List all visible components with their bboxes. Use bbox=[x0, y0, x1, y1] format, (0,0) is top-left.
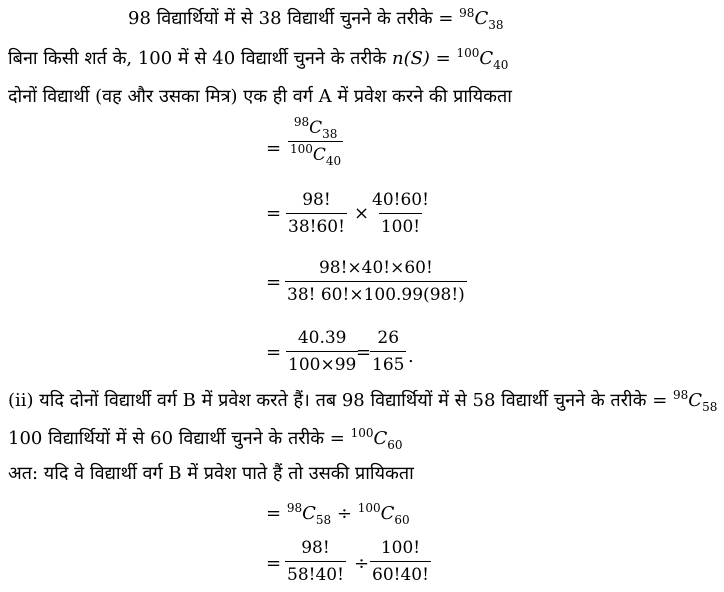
combination-superscript: 100 bbox=[357, 501, 381, 515]
combination-superscript: 98 bbox=[286, 501, 303, 515]
equals-sign: = bbox=[266, 503, 282, 524]
fraction-denominator: 58!40! bbox=[285, 561, 346, 585]
division-sign: ÷ bbox=[354, 553, 370, 574]
step-4-fraction-2 bbox=[370, 328, 406, 375]
fraction-denominator: 38!60! bbox=[286, 213, 347, 237]
step-1-equals: = bbox=[266, 138, 282, 159]
line-5 bbox=[8, 428, 403, 450]
combination-symbol: C bbox=[312, 145, 326, 165]
combination-superscript: 98 bbox=[293, 115, 310, 129]
equals-sign: = bbox=[356, 342, 372, 363]
fraction-denominator: 100×99 bbox=[286, 351, 358, 375]
fraction-denominator: 165 bbox=[370, 351, 406, 375]
combination-subscript: 38 bbox=[322, 127, 338, 141]
times-sign: × bbox=[354, 203, 370, 224]
combination-subscript: 40 bbox=[493, 58, 509, 72]
fraction-denominator: 100! bbox=[379, 213, 422, 237]
equals-sign: = bbox=[429, 48, 457, 69]
combination-superscript: 98 bbox=[673, 388, 689, 402]
combination-subscript: 60 bbox=[394, 513, 410, 527]
step-1-fraction bbox=[288, 115, 343, 168]
step-6-fraction-1 bbox=[285, 538, 346, 585]
combination-superscript: 100 bbox=[290, 142, 313, 156]
combination-symbol: C bbox=[309, 118, 323, 138]
step-2-fraction-2 bbox=[370, 190, 431, 237]
sample-space-symbol: n(S) bbox=[391, 48, 430, 69]
combination-subscript: 40 bbox=[325, 154, 342, 168]
combination-symbol: C bbox=[474, 8, 489, 29]
fraction-denominator: 60!40! bbox=[370, 561, 431, 585]
step-6-equals: = bbox=[266, 553, 282, 574]
division-sign: ÷ bbox=[336, 503, 352, 524]
fraction-numerator: 40.39 bbox=[297, 328, 347, 348]
fraction-denominator: 38! 60!×100.99(98!) bbox=[285, 281, 467, 305]
line-4 bbox=[8, 390, 717, 412]
combination-superscript: 100 bbox=[456, 46, 480, 60]
combination-subscript: 58 bbox=[315, 513, 332, 527]
line-1-text: 98 विद्यार्थियों में से 38 विद्यार्थी चुनने के तरीके = bbox=[128, 8, 460, 29]
fraction-numerator: 26 bbox=[377, 328, 400, 348]
combination-superscript: 100 bbox=[350, 426, 374, 440]
period: . bbox=[408, 346, 414, 367]
fraction-denominator bbox=[288, 141, 343, 168]
step-2-equals: = bbox=[266, 203, 282, 224]
step-3-equals: = bbox=[266, 272, 282, 293]
step-6-fraction-2 bbox=[370, 538, 431, 585]
combination-subscript: 60 bbox=[387, 438, 403, 452]
combination-symbol: C bbox=[688, 390, 703, 411]
fraction-numerator: 98! bbox=[302, 190, 331, 210]
line-2 bbox=[8, 48, 508, 70]
line-3-text: दोनों विद्यार्थी (वह और उसका मित्र) एक ही वर्ग A में प्रवेश करने की प्रायिकता bbox=[8, 86, 512, 107]
combination-symbol: C bbox=[380, 503, 395, 524]
fraction-numerator: 100! bbox=[380, 538, 421, 558]
line-6-text: अत: यदि वे विद्यार्थी वर्ग B में प्रवेश पाते हैं तो उसकी प्रायिकता bbox=[8, 463, 414, 484]
combination-symbol: C bbox=[479, 48, 494, 69]
step-2-fraction-1 bbox=[286, 190, 347, 237]
step-4-equals: = bbox=[266, 342, 282, 363]
step-5 bbox=[266, 503, 410, 525]
step-4-fraction-1 bbox=[286, 328, 358, 375]
combination-subscript: 58 bbox=[702, 400, 718, 414]
line-6 bbox=[8, 463, 414, 485]
fraction-numerator: 40!60! bbox=[372, 190, 429, 210]
fraction-numerator bbox=[292, 115, 340, 141]
combination-symbol: C bbox=[302, 503, 316, 524]
step-3-fraction bbox=[285, 258, 467, 305]
line-4-text: (ii) यदि दोनों विद्यार्थी वर्ग B में प्रवेश करते हैं। तब 98 विद्यार्थियों में से 58 विद्यार्थी चुनने के तरीके = bbox=[8, 390, 674, 411]
line-3 bbox=[8, 86, 512, 108]
combination-symbol: C bbox=[373, 428, 388, 449]
combination-subscript: 38 bbox=[488, 18, 504, 32]
line-5-text: 100 विद्यार्थियों में से 60 विद्यार्थी चुनने के तरीके = bbox=[8, 428, 351, 449]
fraction-numerator: 98!×40!×60! bbox=[318, 258, 433, 278]
fraction-numerator: 98! bbox=[301, 538, 330, 558]
combination-superscript: 98 bbox=[459, 6, 475, 20]
line-2-text: बिना किसी शर्त के, 100 में से 40 विद्यार्थी चुनने के तरीके bbox=[8, 48, 392, 69]
line-1 bbox=[128, 8, 504, 30]
